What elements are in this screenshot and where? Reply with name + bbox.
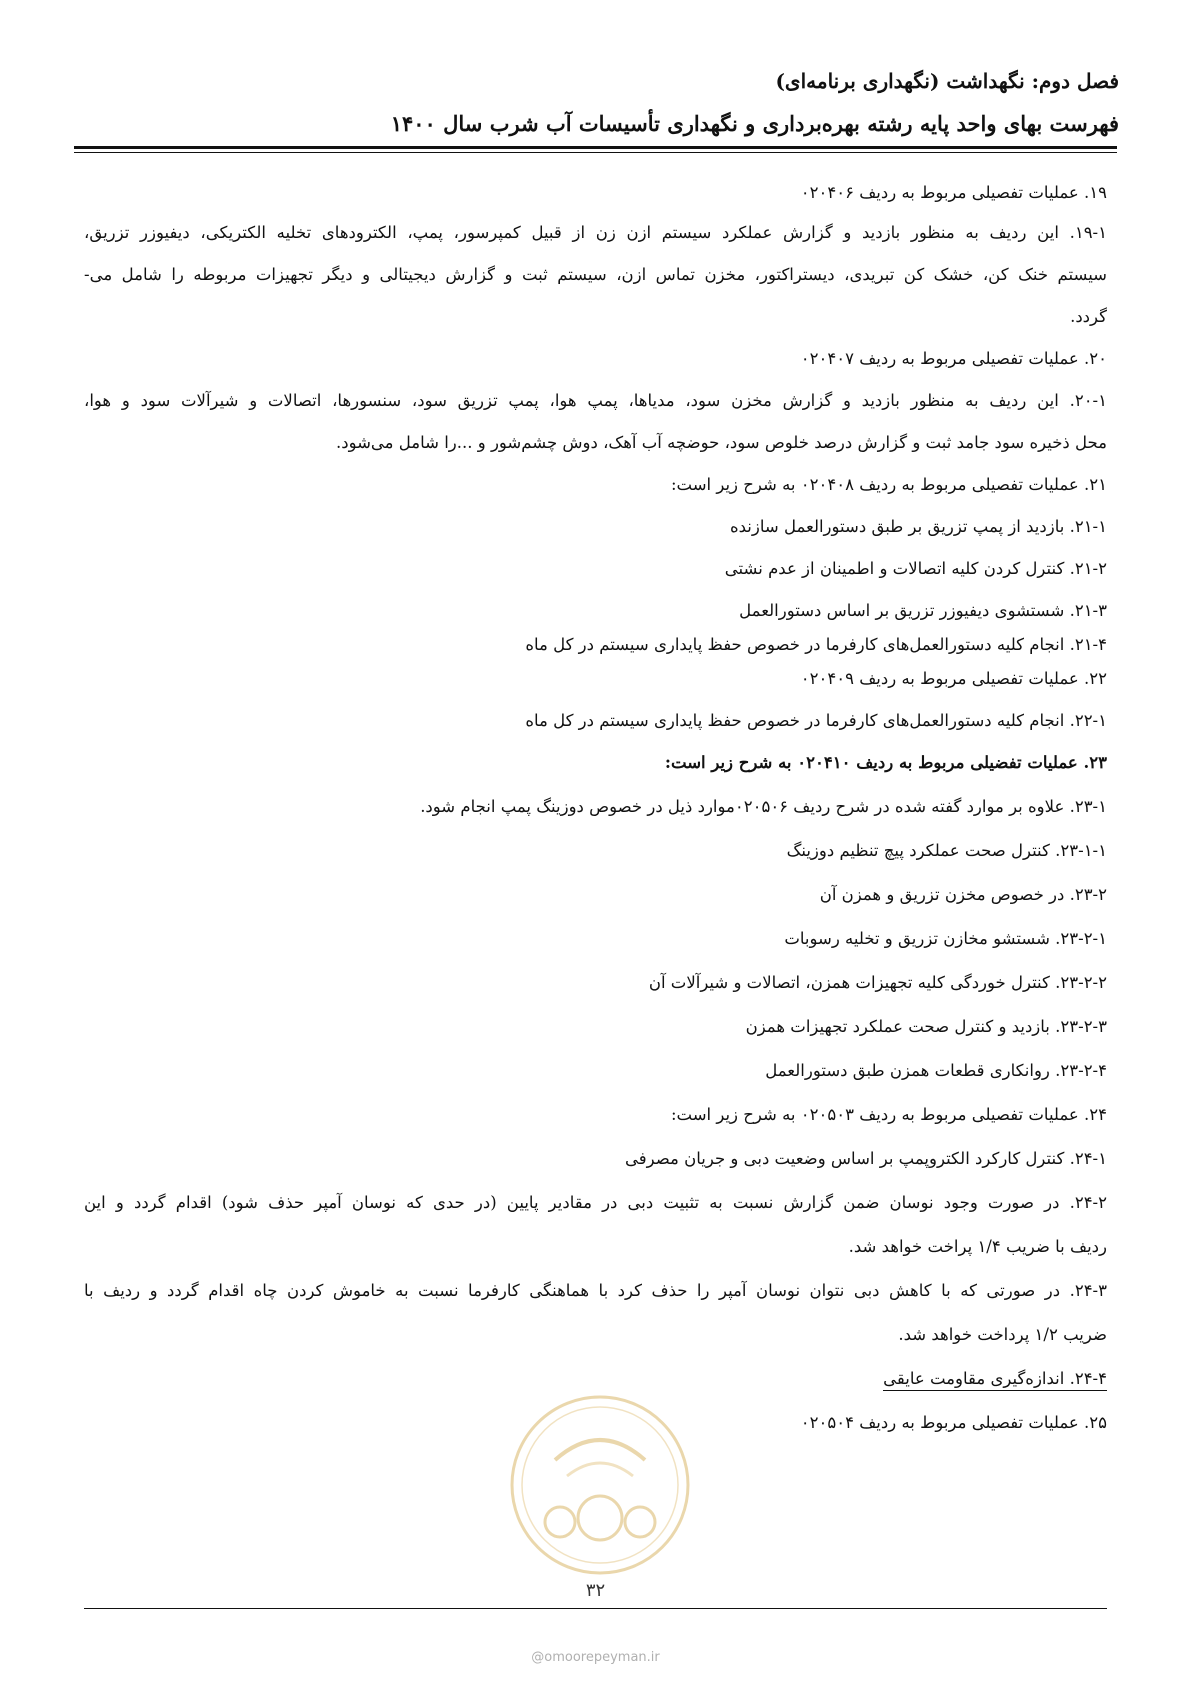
item-19-1-text-end: گردد. — [1070, 307, 1107, 326]
page-header — [72, 60, 1119, 146]
item-23-heading: ۲۳. عملیات تفضیلی مربوط به ردیف ۰۲۰۴۱۰ به شرح زیر است: — [664, 753, 1107, 772]
item-23-2-3: ۲۳-۲-۳. بازدید و کنترل صحت عملکرد تجهیزات همزن — [745, 1017, 1107, 1036]
item-24-2-text: ۲۴-۲. در صورت وجود نوسان ضمن گزارش نسبت به تثبیت دبی در مقادیر پایین (در حدی که نوسان آمپر حذف شود) اقدام گردد و این — [84, 1193, 1107, 1212]
item-24-4-text: ۲۴-۴. اندازه‌گیری مقاومت عایقی — [883, 1369, 1107, 1391]
item-24-1: ۲۴-۱. کنترل کارکرد الکتروپمپ بر اساس وضعیت دبی و جریان مصرفی — [624, 1149, 1107, 1168]
item-20-heading: ۲۰. عملیات تفصیلی مربوط به ردیف ۰۲۰۴۰۷ — [800, 349, 1107, 368]
item-19-heading: ۱۹. عملیات تفصیلی مربوط به ردیف ۰۲۰۴۰۶ — [800, 183, 1107, 202]
item-22-heading: ۲۲. عملیات تفصیلی مربوط به ردیف ۰۲۰۴۰۹ — [800, 669, 1107, 688]
item-21-4: ۲۱-۴. انجام کلیه دستورالعمل‌های کارفرما در خصوص حفظ پایداری سیستم در کل ماه — [525, 635, 1107, 654]
item-20-1-text: ۲۰-۱. این ردیف به منظور بازدید و گزارش مخزن سود، مدیاها، پمپ هوا، پمپ تزریق سود، سنسورها، اتصالات و شیرآلات سود و هوا، — [84, 391, 1107, 410]
header-rule-thin — [74, 152, 1117, 153]
price-list-title: فهرست بهای واحد پایه رشته بهره‌برداری و نگهداری تأسیسات آب شرب سال ۱۴۰۰ — [390, 111, 1119, 136]
header-rule-thick — [74, 146, 1117, 149]
item-22-1: ۲۲-۱. انجام کلیه دستورالعمل‌های کارفرما در خصوص حفظ پایداری سیستم در کل ماه — [525, 711, 1107, 730]
item-23-1-1: ۲۳-۱-۱. کنترل صحت عملکرد پیچ تنظیم دوزینگ — [786, 841, 1107, 860]
item-20-1-text-end: محل ذخیره سود جامد ثبت و گزارش درصد خلوص سود، حوضچه آب آهک، دوش چشم‌شور و ...را شامل می‌شود. — [335, 433, 1107, 452]
item-24-3-text-end: ضریب ۱/۲ پرداخت خواهد شد. — [898, 1325, 1107, 1344]
item-19-1-text: ۱۹-۱. این ردیف به منظور بازدید و گزارش عملکرد سیستم ازن زن از قبیل کمپرسور، پمپ، الکترودهای تخلیه الکتریکی، دیفیوزر تزریق، — [84, 223, 1107, 242]
item-23-2-2: ۲۳-۲-۲. کنترل خوردگی کلیه تجهیزات همزن، اتصالات و شیرآلات آن — [648, 973, 1107, 992]
item-23-2-4: ۲۳-۲-۴. روانکاری قطعات همزن طبق دستورالعمل — [765, 1061, 1107, 1080]
item-21-3: ۲۱-۳. شستشوی دیفیوزر تزریق بر اساس دستورالعمل — [739, 601, 1107, 620]
watermark-seal-icon — [505, 1390, 695, 1580]
item-23-2-1: ۲۳-۲-۱. شستشو مخازن تزریق و تخلیه رسوبات — [784, 929, 1107, 948]
website-watermark: @omoorepeyman.ir — [531, 1650, 660, 1665]
footer-rule — [84, 1608, 1107, 1609]
item-25-heading: ۲۵. عملیات تفصیلی مربوط به ردیف ۰۲۰۵۰۴ — [800, 1413, 1107, 1432]
item-19-1-text-cont: سیستم خنک کن، خشک کن تبریدی، دیستراکتور، مخزن تماس ازن، سیستم ثبت و گزارش دیجیتالی و دیگر تجهیزات مربوطه را شامل می- — [84, 265, 1107, 284]
item-21-2: ۲۱-۲. کنترل کردن کلیه اتصالات و اطمینان از عدم نشتی — [724, 559, 1107, 578]
item-23-2: ۲۳-۲. در خصوص مخزن تزریق و همزن آن — [819, 885, 1107, 904]
item-24-3-text: ۲۴-۳. در صورتی که با کاهش دبی نتوان نوسان آمپر را حذف کرد با هماهنگی کارفرما نسبت به خاموش کردن چاه اقدام گردد و ردیف با — [84, 1281, 1107, 1300]
item-21-1: ۲۱-۱. بازدید از پمپ تزریق بر طبق دستورالعمل سازنده — [729, 517, 1107, 536]
chapter-title: فصل دوم: نگهداشت (نگهداری برنامه‌ای) — [775, 69, 1119, 93]
page-number: ۳۲ — [585, 1580, 606, 1601]
item-23-1: ۲۳-۱. علاوه بر موارد گفته شده در شرح ردیف ۰۲۰۵۰۶موارد ذیل در خصوص دوزینگ پمپ انجام شود. — [420, 797, 1107, 816]
item-21-heading: ۲۱. عملیات تفصیلی مربوط به ردیف ۰۲۰۴۰۸ به شرح زیر است: — [670, 475, 1107, 494]
item-24-2-text-end: ردیف با ضریب ۱/۴ پراخت خواهد شد. — [848, 1237, 1107, 1256]
item-24-heading: ۲۴. عملیات تفصیلی مربوط به ردیف ۰۲۰۵۰۳ به شرح زیر است: — [670, 1105, 1107, 1124]
